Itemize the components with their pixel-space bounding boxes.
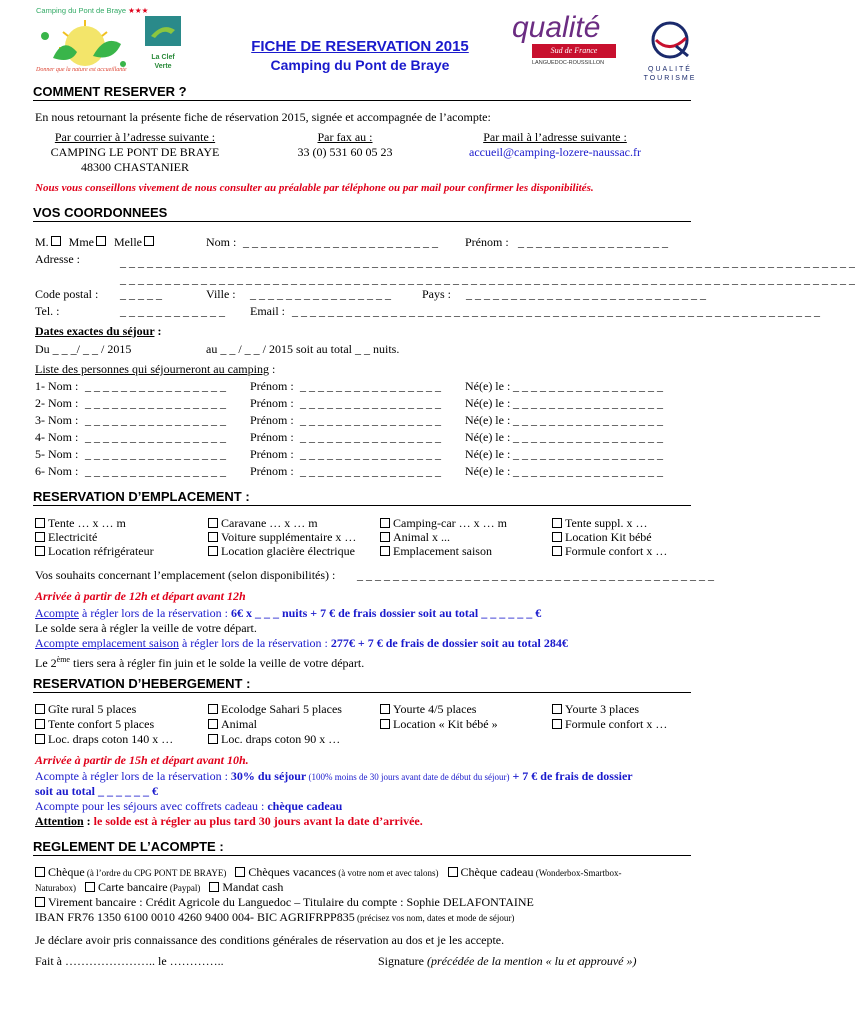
civ-m-label: M.	[35, 235, 49, 249]
person-num: 5- Nom :	[35, 447, 79, 461]
option-checkbox[interactable]	[552, 719, 562, 729]
person-prenom-label: Prénom :	[250, 447, 294, 461]
option-checkbox[interactable]	[380, 546, 390, 556]
option-item[interactable]	[208, 702, 342, 717]
empl-tiers-a: Le 2	[35, 656, 57, 670]
option-label: Formule confort x …	[565, 717, 668, 731]
civ-mme-checkbox[interactable]	[96, 236, 106, 246]
person-ne-field[interactable]: _ _ _ _ _ _ _ _ _ _ _ _ _ _ _ _ _	[513, 464, 663, 478]
pay-virement-checkbox[interactable]	[35, 897, 45, 907]
civ-mme-label: Mme	[68, 235, 95, 249]
option-checkbox[interactable]	[552, 518, 562, 528]
section-heading-comment: COMMENT RESERVER ?	[33, 84, 691, 101]
option-label: Animal x ...	[393, 530, 450, 544]
logo-camping-tagline: Donner que la nature est accueillante	[36, 67, 127, 73]
warning-text: Nous vous conseillons vivement de nous consulter au préalable par téléphone ou par mail pour confirmer les disponibilités.	[35, 182, 594, 194]
option-label: Animal	[221, 717, 257, 731]
empl-tiers	[35, 652, 364, 671]
heb-acompte-total[interactable]: soit au total _ _ _ _ _ _ €	[35, 784, 158, 798]
person-ne-label: Né(e) le :	[465, 396, 511, 410]
option-item[interactable]	[380, 717, 498, 732]
heb-attention	[35, 814, 423, 829]
adresse-field-2[interactable]: _ _ _ _ _ _ _ _ _ _ _ _ _ _ _ _ _ _ _ _ _ _ _ _ _ _ _ _ _ _ _ _ _ _ _ _ _ _ _ _ _ _ _ _ _ _ _ _ _ _ _ _ _ _ _ _ _ _ _ _ _ _ _ _ _ _ _ _ _ _ _ _ _ _ _ _ _ _ _ _ _ _	[120, 272, 855, 286]
fax-title: Par fax au :	[317, 130, 373, 144]
reglement-row-3	[35, 895, 534, 910]
person-ne-field[interactable]: _ _ _ _ _ _ _ _ _ _ _ _ _ _ _ _ _	[513, 430, 663, 444]
prenom-label: Prénom :	[465, 235, 509, 249]
mail-address-link[interactable]: accueil@camping-lozere-naussac.fr	[469, 145, 641, 159]
person-num: 3- Nom :	[35, 413, 79, 427]
empl-tiers-b: tiers sera à régler fin juin et le solde la veille de votre départ.	[69, 656, 365, 670]
option-label: Ecolodge Sahari 5 places	[221, 702, 342, 716]
mail-col	[450, 130, 660, 160]
pay-cheque-label: Chèque	[48, 865, 85, 879]
option-label: Camping-car … x … m	[393, 516, 507, 530]
souhaits-field[interactable]: _ _ _ _ _ _ _ _ _ _ _ _ _ _ _ _ _ _ _ _ _ _ _ _ _ _ _ _ _ _ _ _ _ _ _ _ _ _ _ _	[357, 568, 714, 582]
tel-field[interactable]: _ _ _ _ _ _ _ _ _ _ _ _	[120, 304, 225, 318]
option-checkbox[interactable]	[552, 704, 562, 714]
option-item[interactable]	[552, 702, 639, 717]
person-row	[35, 379, 663, 396]
option-checkbox[interactable]	[552, 532, 562, 542]
option-label: Yourte 4/5 places	[393, 702, 477, 716]
pay-cheques-vacances-note: (à votre nom et avec talons)	[336, 868, 439, 878]
person-prenom-label: Prénom :	[250, 396, 294, 410]
option-label: Yourte 3 places	[565, 702, 640, 716]
persons-title-text: Liste des personnes qui séjourneront au camping	[35, 362, 269, 376]
option-checkbox[interactable]	[380, 704, 390, 714]
heb-attention-rest: le solde est à régler au plus tard 30 jours avant la date d’arrivée.	[90, 814, 423, 828]
nom-field[interactable]: _ _ _ _ _ _ _ _ _ _ _ _ _ _ _ _ _ _ _ _ _ _	[243, 235, 438, 249]
courrier-title: Par courrier à l’adresse suivante :	[54, 130, 216, 144]
person-num: 1- Nom :	[35, 379, 79, 393]
person-prenom-field[interactable]: _ _ _ _ _ _ _ _ _ _ _ _ _ _ _ _	[300, 396, 441, 410]
section-heading-reglement: REGLEMENT DE L’ACOMPTE :	[33, 839, 691, 856]
pay-cheque-cadeau-checkbox[interactable]	[448, 867, 458, 877]
logo-camping-name: Camping du Pont de Braye	[36, 6, 127, 15]
qualite-sud-de-france-logo	[512, 12, 618, 80]
hebergement-options	[35, 702, 695, 747]
heb-coffrets-a: Acompte pour les séjours avec coffrets cadeau :	[35, 799, 268, 813]
clef-verte-line1: La Clef	[151, 54, 175, 61]
courrier-col	[35, 130, 235, 175]
pay-mandat-checkbox[interactable]	[209, 882, 219, 892]
option-row	[35, 717, 695, 732]
person-ne-field[interactable]: _ _ _ _ _ _ _ _ _ _ _ _ _ _ _ _ _	[513, 396, 663, 410]
person-nom-field[interactable]: _ _ _ _ _ _ _ _ _ _ _ _ _ _ _ _	[85, 430, 226, 444]
person-num: 4- Nom :	[35, 430, 79, 444]
person-row	[35, 447, 663, 464]
option-item[interactable]	[552, 530, 652, 545]
pay-cheques-vacances[interactable]	[235, 865, 438, 879]
option-item[interactable]	[35, 516, 126, 531]
person-row	[35, 413, 663, 430]
option-item[interactable]	[552, 717, 667, 732]
clef-verte-line2: Verte	[154, 63, 172, 70]
heb-acompte-b: + 7 € de frais de dossier	[509, 769, 633, 783]
adresse-label: Adresse :	[35, 252, 80, 266]
civ-m-checkbox[interactable]	[51, 236, 61, 246]
persons-title-colon: :	[268, 362, 276, 376]
heb-attention-label: Attention	[35, 814, 84, 828]
option-checkbox[interactable]	[35, 546, 45, 556]
option-item[interactable]	[380, 544, 492, 559]
dates-title-text: Dates exactes du séjour	[35, 324, 155, 338]
pay-cheque-note: (à l’ordre du CPG PONT DE BRAYE)	[84, 868, 227, 878]
option-label: Tente confort 5 places	[48, 717, 155, 731]
dates-title	[35, 324, 161, 339]
pay-cheques-vacances-label: Chèques vacances	[248, 865, 337, 879]
option-item[interactable]	[35, 732, 173, 747]
option-item[interactable]	[380, 702, 476, 717]
option-label: Tente suppl. x …	[565, 516, 648, 530]
person-prenom-field[interactable]: _ _ _ _ _ _ _ _ _ _ _ _ _ _ _ _	[300, 379, 441, 393]
person-prenom-label: Prénom :	[250, 379, 294, 393]
option-item[interactable]	[380, 530, 450, 545]
pays-field[interactable]: _ _ _ _ _ _ _ _ _ _ _ _ _ _ _ _ _ _ _ _ _ _ _ _ _ _ _	[466, 287, 706, 301]
pay-cheque-checkbox[interactable]	[35, 867, 45, 877]
empl-acompte-label: Acompte	[35, 606, 79, 620]
fait-a-field[interactable]: Fait à ………………….. le …………..	[35, 954, 224, 968]
option-checkbox[interactable]	[208, 518, 218, 528]
courrier-line1: CAMPING LE PONT DE BRAYE	[50, 145, 220, 159]
option-checkbox[interactable]	[35, 704, 45, 714]
pays-label: Pays :	[422, 287, 452, 301]
heb-coffrets-b: chèque cadeau	[267, 799, 343, 813]
option-checkbox[interactable]	[35, 734, 45, 744]
person-prenom-field[interactable]: _ _ _ _ _ _ _ _ _ _ _ _ _ _ _ _	[300, 464, 441, 478]
person-ne-field[interactable]: _ _ _ _ _ _ _ _ _ _ _ _ _ _ _ _ _	[513, 413, 663, 427]
cp-label: Code postal :	[35, 287, 99, 301]
option-label: Location réfrigérateur	[48, 544, 154, 558]
qualite-tourisme-icon	[640, 20, 700, 60]
clef-verte-icon	[145, 16, 181, 46]
empl-acompte-saison-label: Acompte emplacement saison	[35, 636, 179, 650]
option-row	[35, 702, 695, 717]
adresse-field-1[interactable]: _ _ _ _ _ _ _ _ _ _ _ _ _ _ _ _ _ _ _ _ _ _ _ _ _ _ _ _ _ _ _ _ _ _ _ _ _ _ _ _ _ _ _ _ _ _ _ _ _ _ _ _ _ _ _ _ _ _ _ _ _ _ _ _ _ _ _ _ _ _ _ _ _ _ _ _ _ _ _ _ _ _	[120, 255, 855, 269]
person-prenom-field[interactable]: _ _ _ _ _ _ _ _ _ _ _ _ _ _ _ _	[300, 430, 441, 444]
iban-line	[35, 910, 514, 926]
option-label: Location « Kit bébé »	[393, 717, 498, 731]
person-prenom-label: Prénom :	[250, 413, 294, 427]
heb-acompte	[35, 769, 633, 785]
person-nom-field[interactable]: _ _ _ _ _ _ _ _ _ _ _ _ _ _ _ _	[85, 447, 226, 461]
option-item[interactable]	[380, 516, 507, 531]
option-checkbox[interactable]	[380, 532, 390, 542]
pay-cheques-vacances-checkbox[interactable]	[235, 867, 245, 877]
iban-text: IBAN FR76 1350 6100 0010 4260 9400 004- BIC AGRIFRPP835	[35, 910, 355, 924]
person-row	[35, 464, 663, 481]
option-item[interactable]	[208, 732, 340, 747]
option-checkbox[interactable]	[35, 518, 45, 528]
option-checkbox[interactable]	[208, 546, 218, 556]
person-prenom-label: Prénom :	[250, 430, 294, 444]
civ-melle-checkbox[interactable]	[144, 236, 154, 246]
heb-coffrets	[35, 799, 342, 814]
person-ne-field[interactable]: _ _ _ _ _ _ _ _ _ _ _ _ _ _ _ _ _	[513, 379, 663, 393]
camping-logo-text	[36, 6, 148, 15]
civility-row	[35, 235, 155, 250]
option-row	[35, 530, 695, 544]
option-label: Tente … x … m	[48, 516, 126, 530]
comment-intro: En nous retournant la présente fiche de réservation 2015, signée et accompagnée de l’acompte:	[35, 110, 491, 124]
pay-naturabox-note: Naturabox)	[35, 883, 76, 893]
option-item[interactable]	[35, 702, 136, 717]
option-item[interactable]	[208, 530, 356, 545]
pay-carte-checkbox[interactable]	[85, 882, 95, 892]
mail-title: Par mail à l’adresse suivante :	[483, 130, 627, 144]
qt-line2: TOURISME	[643, 75, 697, 82]
pay-cheque-cadeau-label: Chèque cadeau	[460, 865, 534, 879]
option-checkbox[interactable]	[35, 719, 45, 729]
empl-solde: Le solde sera à régler la veille de votre départ.	[35, 621, 257, 635]
pay-cheque-cadeau[interactable]	[448, 865, 622, 879]
person-num: 2- Nom :	[35, 396, 79, 410]
ville-label: Ville :	[206, 287, 236, 301]
empl-acompte-saison-rest: à régler lors de la réservation :	[178, 636, 331, 650]
option-checkbox[interactable]	[380, 719, 390, 729]
cp-field[interactable]: _ _ _ _ _	[120, 287, 162, 301]
person-nom-field[interactable]: _ _ _ _ _ _ _ _ _ _ _ _ _ _ _ _	[85, 464, 226, 478]
pay-carte-note: (Paypal)	[167, 883, 201, 893]
pay-cheque-cadeau-note: (Wonderbox-Smartbox-	[533, 868, 622, 878]
option-label: Gîte rural 5 places	[48, 702, 137, 716]
qualite-tourisme-logo	[640, 20, 700, 86]
person-ne-label: Né(e) le :	[465, 379, 511, 393]
option-label: Formule confort x …	[565, 544, 668, 558]
empl-tiers-sup: ème	[56, 655, 70, 664]
option-label: Loc. draps coton 140 x …	[48, 732, 174, 746]
person-ne-label: Né(e) le :	[465, 430, 511, 444]
option-item[interactable]	[552, 516, 647, 531]
persons-title	[35, 362, 275, 377]
person-ne-label: Né(e) le :	[465, 464, 511, 478]
reglement-row-2	[35, 880, 283, 896]
person-num: 6- Nom :	[35, 464, 79, 478]
empl-acompte-amount[interactable]: 6€ x _ _ _ nuits + 7 € de frais dossier soit au total _ _ _ _ _ _ €	[230, 606, 542, 620]
heb-attention-colon: :	[83, 814, 91, 828]
pay-mandat[interactable]	[209, 880, 283, 894]
heb-acompte-a: Acompte à régler lors de la réservation :	[35, 769, 231, 783]
person-ne-field[interactable]: _ _ _ _ _ _ _ _ _ _ _ _ _ _ _ _ _	[513, 447, 663, 461]
heb-acompte-pct: 30% du séjour	[230, 769, 307, 783]
option-label: Caravane … x … m	[221, 516, 318, 530]
empl-acompte	[35, 606, 541, 621]
courrier-line2: 48300 CHASTANIER	[80, 160, 190, 174]
option-row	[35, 544, 695, 558]
option-row	[35, 732, 695, 747]
option-item[interactable]	[208, 717, 257, 732]
person-row	[35, 430, 663, 447]
prenom-field[interactable]: _ _ _ _ _ _ _ _ _ _ _ _ _ _ _ _ _	[518, 235, 668, 249]
person-row	[35, 396, 663, 413]
email-label: Email :	[250, 304, 285, 318]
option-checkbox[interactable]	[208, 734, 218, 744]
emplacement-options	[35, 516, 695, 558]
page-title: FICHE DE RESERVATION 2015	[251, 38, 469, 55]
signature-note: (précédée de la mention « lu et approuvé »)	[424, 954, 637, 968]
empl-acompte-saison	[35, 636, 568, 651]
pay-carte-label: Carte bancaire	[97, 880, 168, 894]
declaration-text: Je déclare avoir pris connaissance des conditions générales de réservation au dos et je les accepte.	[35, 933, 505, 947]
fax-number: 33 (0) 531 60 05 23	[297, 145, 393, 159]
nom-label: Nom :	[206, 235, 237, 249]
option-label: Location glacière électrique	[221, 544, 355, 558]
person-prenom-label: Prénom :	[250, 464, 294, 478]
date-au-field[interactable]: au _ _ / _ _ / 2015 soit au total _ _ nuits.	[206, 342, 400, 356]
reglement-row-1	[35, 865, 622, 881]
person-ne-label: Né(e) le :	[465, 447, 511, 461]
fax-col	[265, 130, 425, 160]
empl-acompte-saison-amount: 277€ + 7 € de frais de dossier soit au total 284€	[330, 636, 568, 650]
clef-verte-logo	[145, 16, 181, 72]
option-item[interactable]	[208, 544, 355, 559]
email-field[interactable]: _ _ _ _ _ _ _ _ _ _ _ _ _ _ _ _ _ _ _ _ _ _ _ _ _ _ _ _ _ _ _ _ _ _ _ _ _ _ _ _ _ _ _ _ _ _ _ _ _ _ _ _ _ _ _ _ _ _ _	[292, 304, 820, 318]
page-subtitle: Camping du Pont de Braye	[270, 57, 450, 73]
option-checkbox[interactable]	[552, 546, 562, 556]
pay-cheque[interactable]	[35, 865, 226, 879]
qualite-bar: Sud de France	[532, 44, 616, 58]
pay-virement[interactable]	[35, 895, 534, 909]
pay-virement-label: Virement bancaire : Crédit Agricole du Languedoc – Titulaire du compte : Sophie DELAFONTAINE	[48, 895, 534, 909]
dates-title-colon: :	[154, 324, 162, 338]
section-heading-emplacement: RESERVATION D’EMPLACEMENT :	[33, 489, 691, 506]
option-label: Emplacement saison	[393, 544, 492, 558]
qualite-word: qualité	[512, 11, 601, 44]
heb-acompte-small: (100% moins de 30 jours avant date de début du séjour)	[306, 772, 510, 782]
option-item[interactable]	[552, 544, 667, 559]
tel-label: Tel. :	[35, 304, 60, 318]
logo-camping-stars: ★★★	[128, 6, 149, 15]
person-ne-label: Né(e) le :	[465, 413, 511, 427]
option-item[interactable]	[208, 516, 318, 531]
souhaits-label: Vos souhaits concernant l’emplacement (selon disponibilités) :	[35, 568, 336, 582]
empl-arrivee: Arrivée à partir de 12h et départ avant 12h	[35, 589, 246, 603]
option-checkbox[interactable]	[380, 518, 390, 528]
persons-list	[35, 379, 663, 481]
qt-line1: QUALITÉ	[648, 66, 692, 73]
option-checkbox[interactable]	[35, 532, 45, 542]
option-checkbox[interactable]	[208, 532, 218, 542]
option-row	[35, 516, 695, 530]
person-prenom-field[interactable]: _ _ _ _ _ _ _ _ _ _ _ _ _ _ _ _	[300, 447, 441, 461]
signature-label: Signature	[378, 954, 424, 968]
section-heading-hebergement: RESERVATION D’HEBERGEMENT :	[33, 676, 691, 693]
pay-mandat-label: Mandat cash	[222, 880, 284, 894]
option-item[interactable]	[35, 544, 154, 559]
person-nom-field[interactable]: _ _ _ _ _ _ _ _ _ _ _ _ _ _ _ _	[85, 413, 226, 427]
option-checkbox[interactable]	[208, 719, 218, 729]
civ-melle-label: Melle	[114, 235, 143, 249]
person-prenom-field[interactable]: _ _ _ _ _ _ _ _ _ _ _ _ _ _ _ _	[300, 413, 441, 427]
option-checkbox[interactable]	[208, 704, 218, 714]
signature-field[interactable]	[378, 954, 636, 969]
ville-field[interactable]: _ _ _ _ _ _ _ _ _ _ _ _ _ _ _ _	[250, 287, 391, 301]
iban-note: (précisez vos nom, dates et mode de séjour)	[354, 913, 515, 923]
pay-carte[interactable]	[85, 880, 200, 894]
option-item[interactable]	[35, 530, 97, 545]
option-label: Loc. draps coton 90 x …	[221, 732, 341, 746]
section-heading-coordonnees: VOS COORDONNEES	[33, 205, 691, 222]
date-du-field[interactable]: Du _ _ _/ _ _ / 2015	[35, 342, 132, 356]
empl-acompte-rest: à régler lors de la réservation :	[79, 606, 231, 620]
person-nom-field[interactable]: _ _ _ _ _ _ _ _ _ _ _ _ _ _ _ _	[85, 396, 226, 410]
option-label: Voiture supplémentaire x …	[221, 530, 357, 544]
heb-arrivee: Arrivée à partir de 15h et départ avant 10h.	[35, 753, 249, 767]
person-nom-field[interactable]: _ _ _ _ _ _ _ _ _ _ _ _ _ _ _ _	[85, 379, 226, 393]
qualite-region: LANGUEDOC-ROUSSILLON	[532, 60, 605, 66]
option-item[interactable]	[35, 717, 154, 732]
option-label: Location Kit bébé	[565, 530, 652, 544]
option-label: Electricité	[48, 530, 98, 544]
